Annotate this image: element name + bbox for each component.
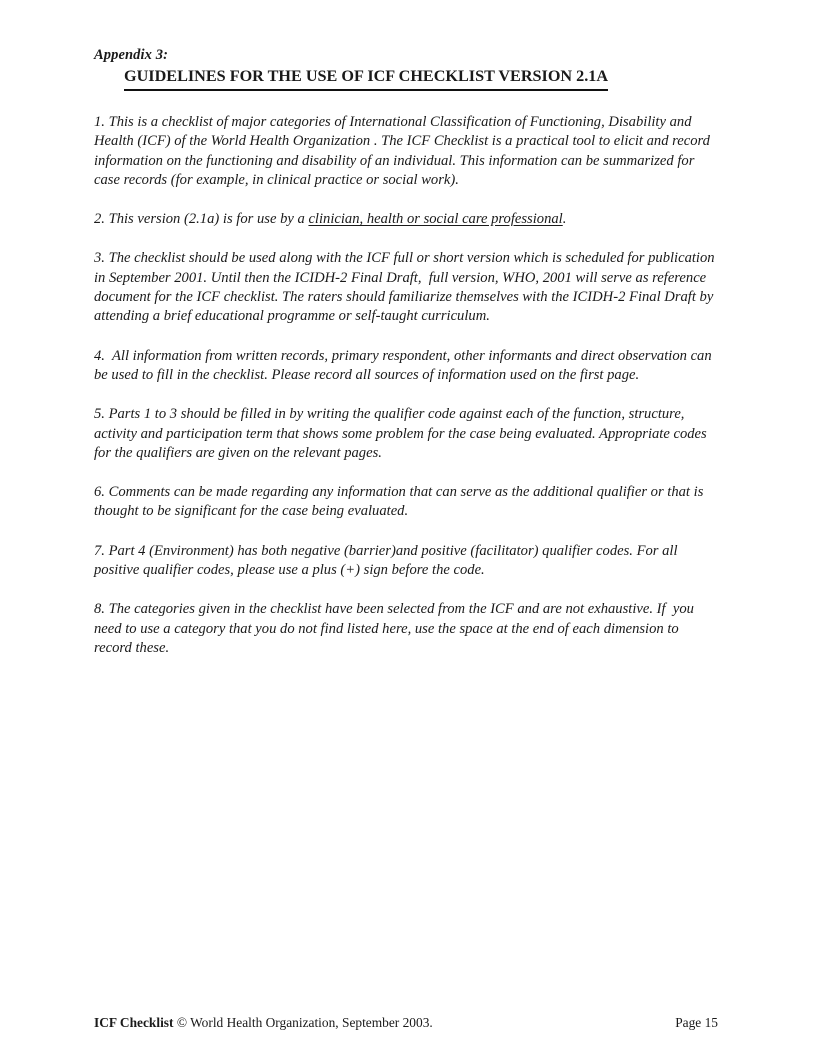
page-title: GUIDELINES FOR THE USE OF ICF CHECKLIST VERSION 2.1A bbox=[124, 66, 608, 91]
guideline-item-1: 1. This is a checklist of major categories of International Classification of Functioning, Disability and Health (ICF) of the World Health Organization . The ICF Checklist is a practical tool to elicit and record information on the functioning and disability of an individual. This information can be summarized for case records (for example, in clinical practice or social work). bbox=[94, 114, 714, 188]
guideline-item-4: 4. All information from written records, primary respondent, other informants and direct observation can be used to fill in the checklist. Please record all sources of information used on the first page. bbox=[94, 347, 716, 383]
guideline-item-8: 8. The categories given in the checklist have been selected from the ICF and are not exhaustive. If you need to use a category that you do not find listed here, use the space at the end of each dimension to record these. bbox=[94, 601, 698, 656]
appendix-label: Appendix 3: bbox=[94, 47, 169, 63]
guideline-item-6: 6. Comments can be made regarding any information that can serve as the additional qualifier or that is thought to be significant for the case being evaluated. bbox=[94, 484, 708, 520]
guideline-item-7: 7. Part 4 (Environment) has both negative (barrier)and positive (facilitator) qualifier codes. For all positive qualifier codes, please use a plus (+) sign before the code. bbox=[94, 542, 682, 579]
guideline-list bbox=[94, 113, 718, 658]
guideline-item-5: 5. Parts 1 to 3 should be filled in by writing the qualifier code against each of the function, structure, activity and participation term that shows some problem for the case being evaluated. Appropriate codes for the qualifiers are given on the relevant pages. bbox=[94, 406, 711, 461]
guideline-item-2 bbox=[94, 210, 718, 229]
footer-page-number: Page 15 bbox=[675, 1015, 718, 1030]
page-footer bbox=[94, 1014, 718, 1032]
guideline-item-2-prefix: 2. This version (2.1a) is for use by a bbox=[94, 211, 309, 228]
document-body bbox=[94, 46, 718, 658]
footer-brand: ICF Checklist bbox=[94, 1015, 174, 1030]
footer-copyright: © World Health Organization, September 2003. bbox=[173, 1015, 433, 1030]
guideline-item-3: 3. The checklist should be used along with the ICF full or short version which is scheduled for publication in September 2001. Until then the ICIDH-2 Final Draft, full version, WHO, 2001 will serve as reference document for the ICF checklist. The raters should familiarize themselves with the ICIDH-2 Final Draft by attending a brief educational programme or self-taught curriculum. bbox=[94, 250, 719, 325]
footer-attribution bbox=[94, 1014, 433, 1032]
guideline-item-2-suffix: . bbox=[562, 211, 567, 228]
title-row bbox=[94, 66, 718, 91]
guideline-item-2-underlined-phrase: clinician, health or social care professional bbox=[308, 211, 563, 228]
